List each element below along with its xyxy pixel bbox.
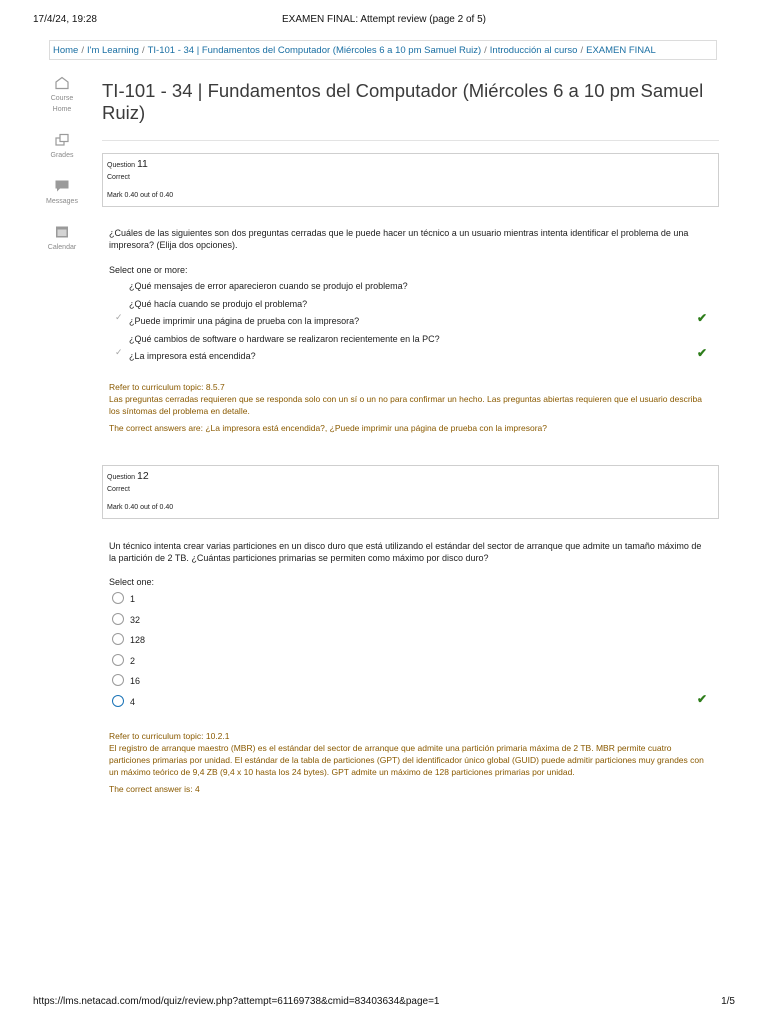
q11-option-5[interactable] bbox=[115, 348, 715, 364]
sidebar-label-grades: Grades bbox=[50, 152, 74, 159]
print-header bbox=[0, 14, 768, 30]
question-12-text: Un técnico intenta crear varias particiones en un disco duro que está utilizando el estándar del sector de arranque que admite un tamaño máximo de la partición de 2 TB. ¿Cuántas particiones primarias se permiten como máximo por disco duro? bbox=[109, 541, 702, 563]
breadcrumb bbox=[49, 40, 717, 60]
option-text: ¿Qué cambios de software o hardware se realizaron recientemente en la PC? bbox=[129, 334, 440, 344]
q11-feedback-topic: Refer to curriculum topic: 8.5.7 bbox=[109, 382, 225, 392]
radio-button[interactable] bbox=[112, 674, 124, 686]
sidebar-item-calendar[interactable] bbox=[42, 225, 82, 253]
q12-option-4[interactable] bbox=[115, 653, 715, 669]
grades-icon bbox=[54, 133, 70, 147]
q11-feedback-text: Las preguntas cerradas requieren que se responda solo con un sí o un no para confirmar un hecho. Las preguntas abiertas requieren que el usuario describa los síntomas del problema en detalle. bbox=[109, 394, 703, 416]
calendar-icon bbox=[54, 225, 70, 239]
breadcrumb-separator: / bbox=[81, 45, 84, 56]
question-label: Question bbox=[107, 162, 136, 169]
question-label: Question bbox=[107, 474, 136, 481]
correct-check-icon: ✔ bbox=[697, 692, 708, 706]
question-state: Correct bbox=[107, 174, 130, 181]
question-number bbox=[107, 470, 149, 482]
q11-option-2[interactable] bbox=[115, 296, 715, 312]
checkbox-checked-icon[interactable]: ✓ bbox=[115, 347, 123, 357]
title-divider bbox=[102, 140, 719, 141]
q11-option-3[interactable] bbox=[115, 313, 715, 329]
q12-feedback-text: El registro de arranque maestro (MBR) es el estándar del sector de arranque que admite una partición primaria máxima de 2 TB. MBR permite cuatro particiones primarias por unidad. El estándar de la tabla de particiones (GPT) del identificador único global (GUID) puede admitir particiones muy grandes con un máximo teórico de 9,4 ZB (9,4 x 10 hasta los 24 bytes). GPT admite un máximo de 128 particiones primarias por unidad. bbox=[109, 743, 704, 777]
question-12-info bbox=[102, 465, 719, 519]
page-title: TI-101 - 34 | Fundamentos del Computador (Miércoles 6 a 10 pm Samuel Ruiz) bbox=[102, 80, 704, 123]
correct-check-icon: ✔ bbox=[697, 346, 708, 360]
q12-right-answer: The correct answer is: 4 bbox=[109, 784, 200, 794]
q12-feedback-topic: Refer to curriculum topic: 10.2.1 bbox=[109, 731, 230, 741]
question-number bbox=[107, 158, 148, 170]
sidebar-label-course: Course bbox=[50, 95, 74, 102]
sidebar-item-messages[interactable] bbox=[42, 179, 82, 207]
breadcrumb-course[interactable]: TI-101 - 34 | Fundamentos del Computador (Miércoles 6 a 10 pm Samuel Ruiz) bbox=[147, 45, 482, 56]
print-page-number: 1/5 bbox=[721, 996, 735, 1007]
sidebar-item-grades[interactable] bbox=[42, 133, 82, 161]
correct-check-icon: ✔ bbox=[697, 311, 708, 325]
print-url: https://lms.netacad.com/mod/quiz/review.php?attempt=61169738&cmid=83403634&page=1 bbox=[33, 996, 440, 1007]
radio-button-selected[interactable] bbox=[112, 695, 124, 707]
option-text: 32 bbox=[130, 615, 141, 625]
question-state: Correct bbox=[107, 486, 130, 493]
question-number-value: 12 bbox=[136, 470, 149, 482]
sidebar-label-home: Home bbox=[52, 106, 72, 113]
breadcrumb-separator: / bbox=[141, 45, 145, 56]
breadcrumb-section[interactable]: Introducción al curso bbox=[489, 45, 578, 56]
breadcrumb-home[interactable]: Home bbox=[53, 45, 79, 56]
q12-option-6[interactable] bbox=[115, 694, 715, 710]
option-text: ¿Qué mensajes de error aparecieron cuando se produjo el problema? bbox=[129, 281, 408, 291]
radio-button[interactable] bbox=[112, 613, 124, 625]
option-text: ¿Qué hacía cuando se produjo el problema? bbox=[129, 299, 308, 309]
q12-option-5[interactable] bbox=[115, 673, 715, 689]
option-text: ¿Puede imprimir una página de prueba con la impresora? bbox=[129, 316, 360, 326]
sidebar-label-calendar: Calendar bbox=[47, 244, 77, 251]
radio-button[interactable] bbox=[112, 654, 124, 666]
question-12-prompt: Select one: bbox=[109, 577, 155, 587]
option-text: 1 bbox=[130, 594, 136, 604]
sidebar-item-course-home[interactable] bbox=[42, 76, 82, 115]
print-date: 17/4/24, 19:28 bbox=[33, 14, 97, 25]
home-icon bbox=[54, 76, 70, 90]
question-grade: Mark 0.40 out of 0.40 bbox=[107, 504, 174, 511]
q11-option-1[interactable] bbox=[115, 278, 715, 294]
question-11-text: ¿Cuáles de las siguientes son dos preguntas cerradas que le puede hacer un técnico a un usuario mientras intenta identificar el problema de una impresora? (Elija dos opciones). bbox=[109, 228, 689, 250]
sidebar-label-messages: Messages bbox=[46, 198, 78, 205]
q12-option-1[interactable] bbox=[115, 591, 715, 607]
option-text: 4 bbox=[130, 697, 136, 707]
option-text: ¿La impresora está encendida? bbox=[129, 351, 256, 361]
radio-button[interactable] bbox=[112, 633, 124, 645]
q11-option-4[interactable] bbox=[115, 331, 715, 347]
checkbox-checked-icon[interactable]: ✓ bbox=[115, 312, 123, 322]
option-text: 128 bbox=[130, 635, 146, 645]
radio-button[interactable] bbox=[112, 592, 124, 604]
breadcrumb-im-learning[interactable]: I'm Learning bbox=[86, 45, 139, 56]
print-title: EXAMEN FINAL: Attempt review (page 2 of 5) bbox=[282, 14, 486, 25]
option-text: 2 bbox=[130, 656, 136, 666]
q12-option-2[interactable] bbox=[115, 612, 715, 628]
q11-right-answer: The correct answers are: ¿La impresora está encendida?, ¿Puede imprimir una página de prueba con la impresora? bbox=[109, 423, 547, 433]
question-grade: Mark 0.40 out of 0.40 bbox=[107, 192, 174, 199]
option-text: 16 bbox=[130, 676, 141, 686]
question-number-value: 11 bbox=[136, 158, 148, 170]
question-11-prompt: Select one or more: bbox=[109, 265, 188, 275]
question-11-info bbox=[102, 153, 719, 207]
q12-option-3[interactable] bbox=[115, 632, 715, 648]
breadcrumb-separator: / bbox=[580, 45, 584, 56]
messages-icon bbox=[54, 179, 70, 193]
breadcrumb-separator: / bbox=[484, 45, 487, 56]
breadcrumb-quiz[interactable]: EXAMEN FINAL bbox=[586, 45, 656, 56]
